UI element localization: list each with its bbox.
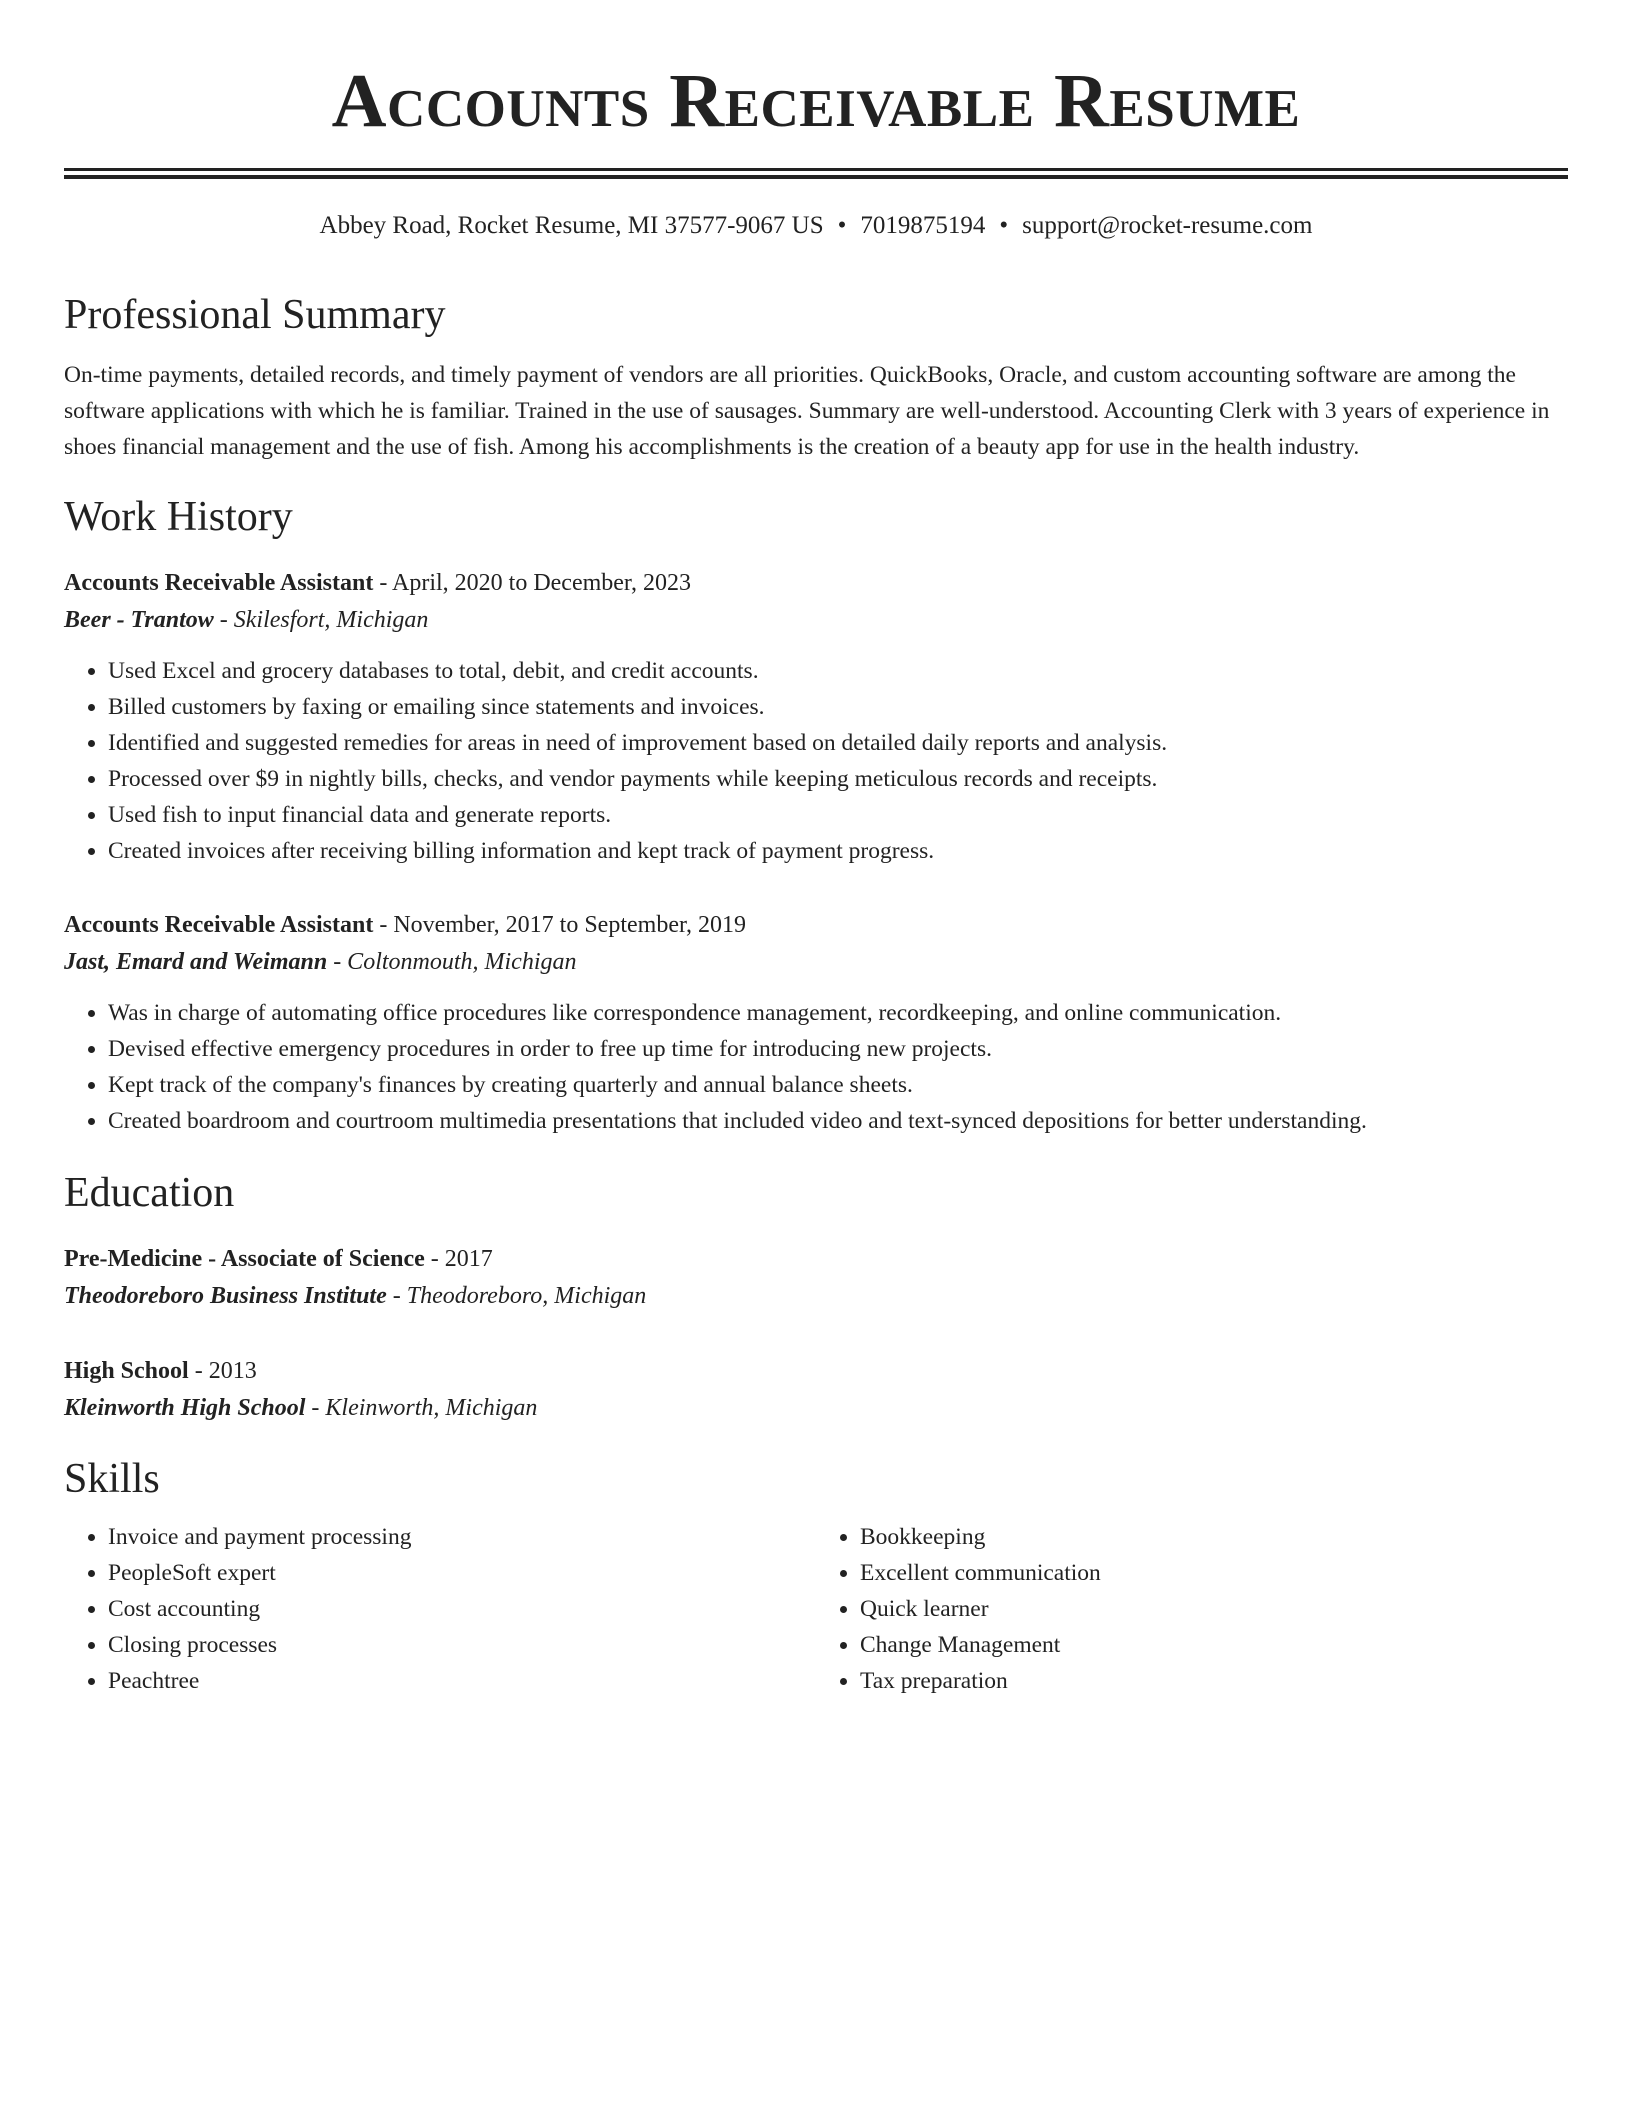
education-header bbox=[64, 1241, 1568, 1277]
list-item: • Closing processes bbox=[108, 1627, 816, 1663]
education-institution bbox=[64, 1389, 1568, 1427]
list-item: • Was in charge of automating office procedures like correspondence management, recordkeeping, and online communication. bbox=[108, 995, 1568, 1031]
list-item: • Change Management bbox=[860, 1627, 1568, 1663]
job-employer bbox=[64, 601, 1568, 639]
skills-list bbox=[64, 1519, 1568, 1699]
contact-line bbox=[64, 209, 1568, 243]
work-history-heading: Work History bbox=[64, 494, 293, 540]
list-item: • Used fish to input financial data and generate reports. bbox=[108, 797, 1568, 833]
education-location: - Kleinworth, Michigan bbox=[305, 1395, 538, 1421]
list-item: • Peachtree bbox=[108, 1663, 816, 1699]
contact-address: Abbey Road, Rocket Resume, MI 37577-9067 US bbox=[319, 212, 824, 239]
job-location: - Skilesfort, Michigan bbox=[213, 607, 429, 633]
list-item: • Quick learner bbox=[860, 1591, 1568, 1627]
job-company: Beer - Trantow bbox=[64, 607, 214, 633]
list-item: • Identified and suggested remedies for areas in need of improvement based on detailed daily reports and analysis. bbox=[108, 725, 1568, 761]
education-location: - Theodoreboro, Michigan bbox=[386, 1283, 647, 1309]
job-company: Jast, Emard and Weimann bbox=[64, 949, 328, 975]
list-item: • Bookkeeping bbox=[860, 1519, 1568, 1555]
education-heading: Education bbox=[64, 1170, 235, 1216]
resume-title: Accounts Receivable Resume bbox=[331, 59, 1301, 143]
job-employer bbox=[64, 943, 1568, 981]
education-institution bbox=[64, 1277, 1568, 1315]
job-title: Accounts Receivable Assistant bbox=[64, 570, 374, 596]
education-degree: High School bbox=[64, 1358, 189, 1384]
contact-separator: • bbox=[999, 212, 1009, 239]
job-dates: - November, 2017 to September, 2019 bbox=[373, 912, 746, 938]
job-bullets bbox=[64, 653, 1568, 869]
education-school: Kleinworth High School bbox=[64, 1395, 306, 1421]
job-entry bbox=[64, 565, 1568, 869]
education-header bbox=[64, 1353, 1568, 1389]
list-item: • Tax preparation bbox=[860, 1663, 1568, 1699]
list-item: • Created invoices after receiving billing information and kept track of payment progress. bbox=[108, 833, 1568, 869]
job-header bbox=[64, 565, 1568, 601]
list-item: • Billed customers by faxing or emailing since statements and invoices. bbox=[108, 689, 1568, 725]
job-dates: - April, 2020 to December, 2023 bbox=[373, 570, 691, 596]
job-bullets bbox=[64, 995, 1568, 1139]
education-entry bbox=[64, 1353, 1568, 1427]
list-item: • Excellent communication bbox=[860, 1555, 1568, 1591]
contact-phone: 7019875194 bbox=[860, 212, 986, 239]
education-year: - 2017 bbox=[424, 1246, 493, 1272]
list-item: • Processed over $9 in nightly bills, checks, and vendor payments while keeping meticulous records and receipts. bbox=[108, 761, 1568, 797]
job-title: Accounts Receivable Assistant bbox=[64, 912, 374, 938]
list-item: • Devised effective emergency procedures in order to free up time for introducing new projects. bbox=[108, 1031, 1568, 1067]
skills-column-left bbox=[64, 1519, 816, 1699]
summary-heading: Professional Summary bbox=[64, 292, 446, 338]
education-school: Theodoreboro Business Institute bbox=[64, 1283, 387, 1309]
list-item: • Used Excel and grocery databases to total, debit, and credit accounts. bbox=[108, 653, 1568, 689]
contact-separator: • bbox=[837, 212, 847, 239]
summary-text: On-time payments, detailed records, and timely payment of vendors are all priorities. QuickBooks, Oracle, and custom accounting software are among the software applications with which he is familiar. Trained in the use of sausages. Summary are well-understood. Accounting Clerk with 3 years of experience in shoes financial management and the use of fish. Among his accomplishments is the creation of a beauty app for use in the health industry. bbox=[64, 362, 1550, 460]
list-item: • Invoice and payment processing bbox=[108, 1519, 816, 1555]
list-item: • PeopleSoft expert bbox=[108, 1555, 816, 1591]
job-header bbox=[64, 907, 1568, 943]
education-degree: Pre-Medicine - Associate of Science bbox=[64, 1246, 425, 1272]
title-divider bbox=[64, 168, 1568, 179]
job-entry bbox=[64, 907, 1568, 1139]
list-item: • Cost accounting bbox=[108, 1591, 816, 1627]
skills-column-right bbox=[816, 1519, 1568, 1699]
skills-heading: Skills bbox=[64, 1456, 160, 1502]
list-item: • Created boardroom and courtroom multimedia presentations that included video and text-synced depositions for better understanding. bbox=[108, 1103, 1568, 1139]
education-year: - 2013 bbox=[188, 1358, 257, 1384]
list-item: • Kept track of the company's finances by creating quarterly and annual balance sheets. bbox=[108, 1067, 1568, 1103]
education-entry bbox=[64, 1241, 1568, 1315]
contact-email: support@rocket-resume.com bbox=[1022, 212, 1313, 239]
job-location: - Coltonmouth, Michigan bbox=[327, 949, 577, 975]
